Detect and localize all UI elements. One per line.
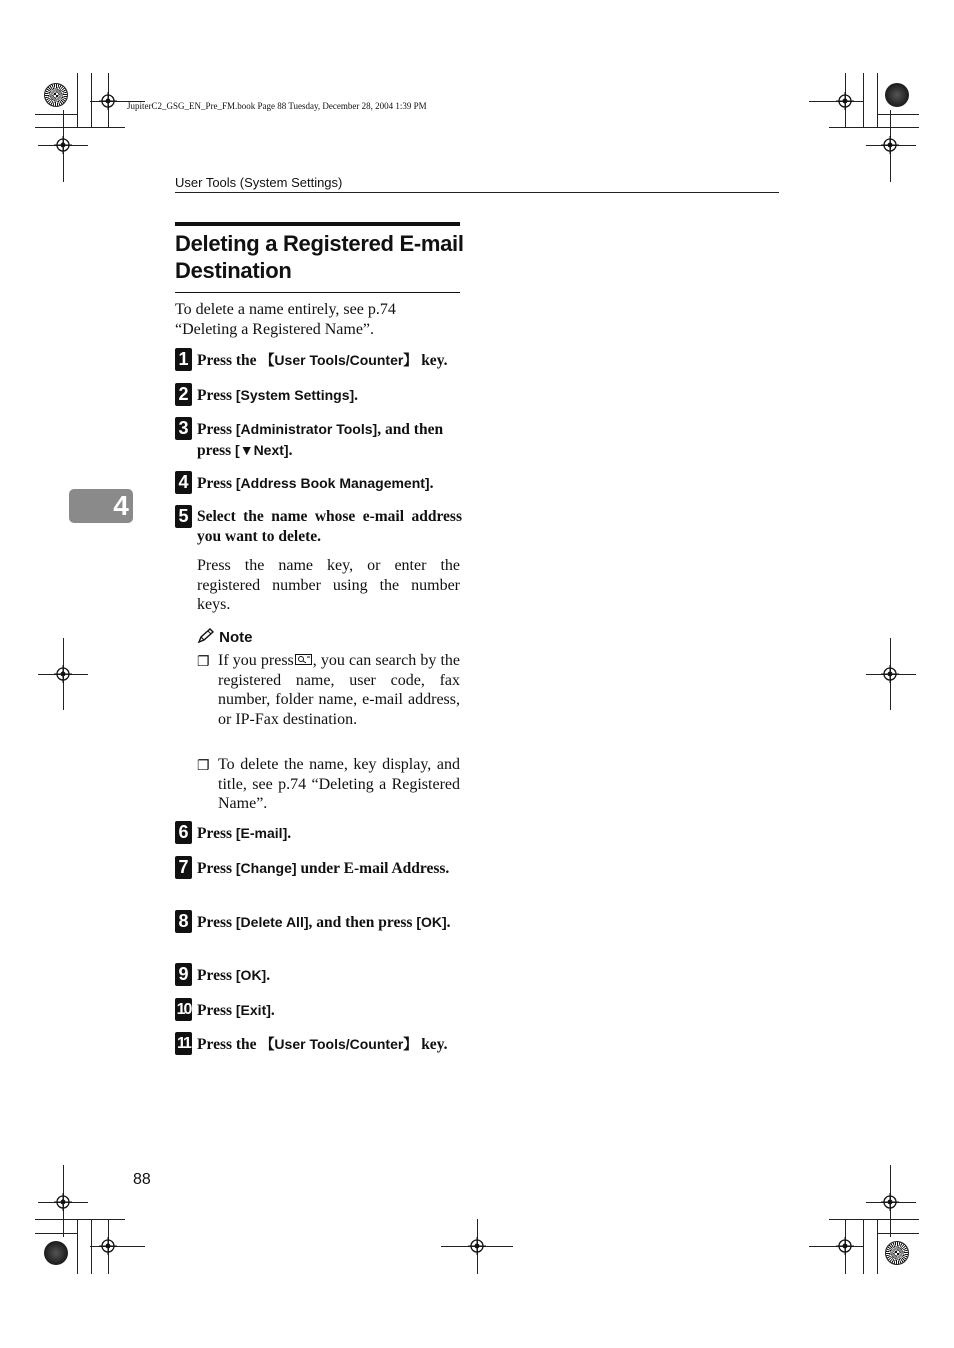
step-text: Press	[197, 914, 236, 931]
step-text: Press	[197, 825, 236, 842]
step-text: , and then press	[308, 914, 417, 931]
key-label: 【User Tools/Counter】	[260, 1036, 418, 1052]
step-text: .	[270, 1002, 275, 1019]
step-text: key.	[417, 1036, 448, 1053]
step-number: 8	[175, 910, 192, 933]
step-text: .	[429, 475, 434, 492]
note-label: Note	[219, 629, 253, 646]
title-bar	[175, 222, 460, 226]
step-number: 6	[175, 821, 192, 844]
starburst-target-icon	[885, 1241, 909, 1265]
registration-target-icon	[54, 136, 72, 154]
registration-target-icon	[881, 665, 899, 683]
step-text: Press	[197, 475, 236, 492]
key-label: [E-mail]	[235, 825, 288, 841]
note-text: , you can search by the registered name, user code, fax number, folder name, e-mail address, or IP-Fax destination.	[218, 652, 460, 728]
step-number: 9	[175, 963, 192, 986]
step-text: key.	[417, 352, 448, 369]
step-text: Press	[197, 1002, 236, 1019]
registration-target-icon	[54, 1193, 72, 1211]
step-text: Press	[197, 967, 236, 984]
key-label: [OK]	[416, 914, 447, 930]
book-info-line: JupiterC2_GSG_EN_Pre_FM.book Page 88 Tuesday, December 28, 2004 1:39 PM	[127, 101, 427, 111]
registration-target-icon	[881, 136, 899, 154]
key-label: [Change]	[235, 860, 297, 876]
step-5-body: Press the name key, or enter the registered number using the number keys.	[197, 557, 460, 613]
note-text: If you press	[218, 652, 294, 669]
note-text: To delete the name, key display, and title, see p.74 “Deleting a Registered Name”.	[218, 756, 460, 812]
step-text: under E-mail Address.	[296, 860, 450, 877]
step-text: Press	[197, 387, 236, 404]
step-text: , and then press	[197, 421, 444, 459]
step-text: .	[266, 967, 271, 984]
search-key-icon	[295, 654, 312, 665]
pencil-icon	[197, 628, 215, 644]
starburst-target-icon	[44, 83, 68, 107]
step-text: Press the	[197, 352, 261, 369]
key-label: [Exit]	[235, 1002, 271, 1018]
step-number: 5	[175, 505, 192, 528]
step-number: 4	[175, 471, 192, 494]
registration-target-icon	[836, 92, 854, 110]
checkbox-bullet-icon: ❐	[197, 655, 210, 670]
step-number: 2	[175, 383, 192, 406]
step-number: 3	[175, 417, 192, 440]
registration-target-icon	[54, 665, 72, 683]
step-text: Press the	[197, 1036, 261, 1053]
step-text: .	[354, 387, 359, 404]
registration-target-icon	[99, 92, 117, 110]
intro-paragraph: To delete a name entirely, see p.74 “Deleting a Registered Name”.	[175, 301, 396, 338]
key-label: [Address Book Management]	[235, 475, 430, 491]
key-label: [▼Next]	[235, 442, 289, 458]
step-number: 11	[175, 1032, 192, 1055]
checkbox-bullet-icon: ❐	[197, 759, 210, 774]
step-text: .	[287, 825, 292, 842]
section-title: Deleting a Registered E-mail Destination	[175, 231, 464, 283]
step-number: 10	[175, 998, 192, 1021]
step-text: .	[288, 442, 293, 459]
key-label: [Delete All]	[235, 914, 309, 930]
dark-disc-icon	[44, 1241, 68, 1265]
page-number: 88	[133, 1171, 151, 1188]
registration-target-icon	[468, 1237, 486, 1255]
key-label: [System Settings]	[235, 387, 355, 403]
note-heading	[197, 628, 253, 646]
header-rule	[175, 192, 779, 193]
step-text: Press	[197, 421, 236, 438]
key-label: [Administrator Tools]	[235, 421, 378, 437]
step-text: .	[446, 914, 451, 931]
key-label: [OK]	[235, 967, 267, 983]
step-text: Press	[197, 860, 236, 877]
chapter-tab-number: 4	[113, 490, 129, 521]
running-head: User Tools (System Settings)	[175, 175, 343, 190]
title-rule	[175, 292, 460, 293]
step-number: 1	[175, 348, 192, 371]
step-number: 7	[175, 856, 192, 879]
registration-target-icon	[836, 1237, 854, 1255]
registration-target-icon	[881, 1193, 899, 1211]
key-label: 【User Tools/Counter】	[260, 352, 418, 368]
registration-target-icon	[99, 1237, 117, 1255]
step-text: Select the name whose e-mail address you want to delete.	[197, 508, 462, 545]
dark-disc-icon	[885, 83, 909, 107]
